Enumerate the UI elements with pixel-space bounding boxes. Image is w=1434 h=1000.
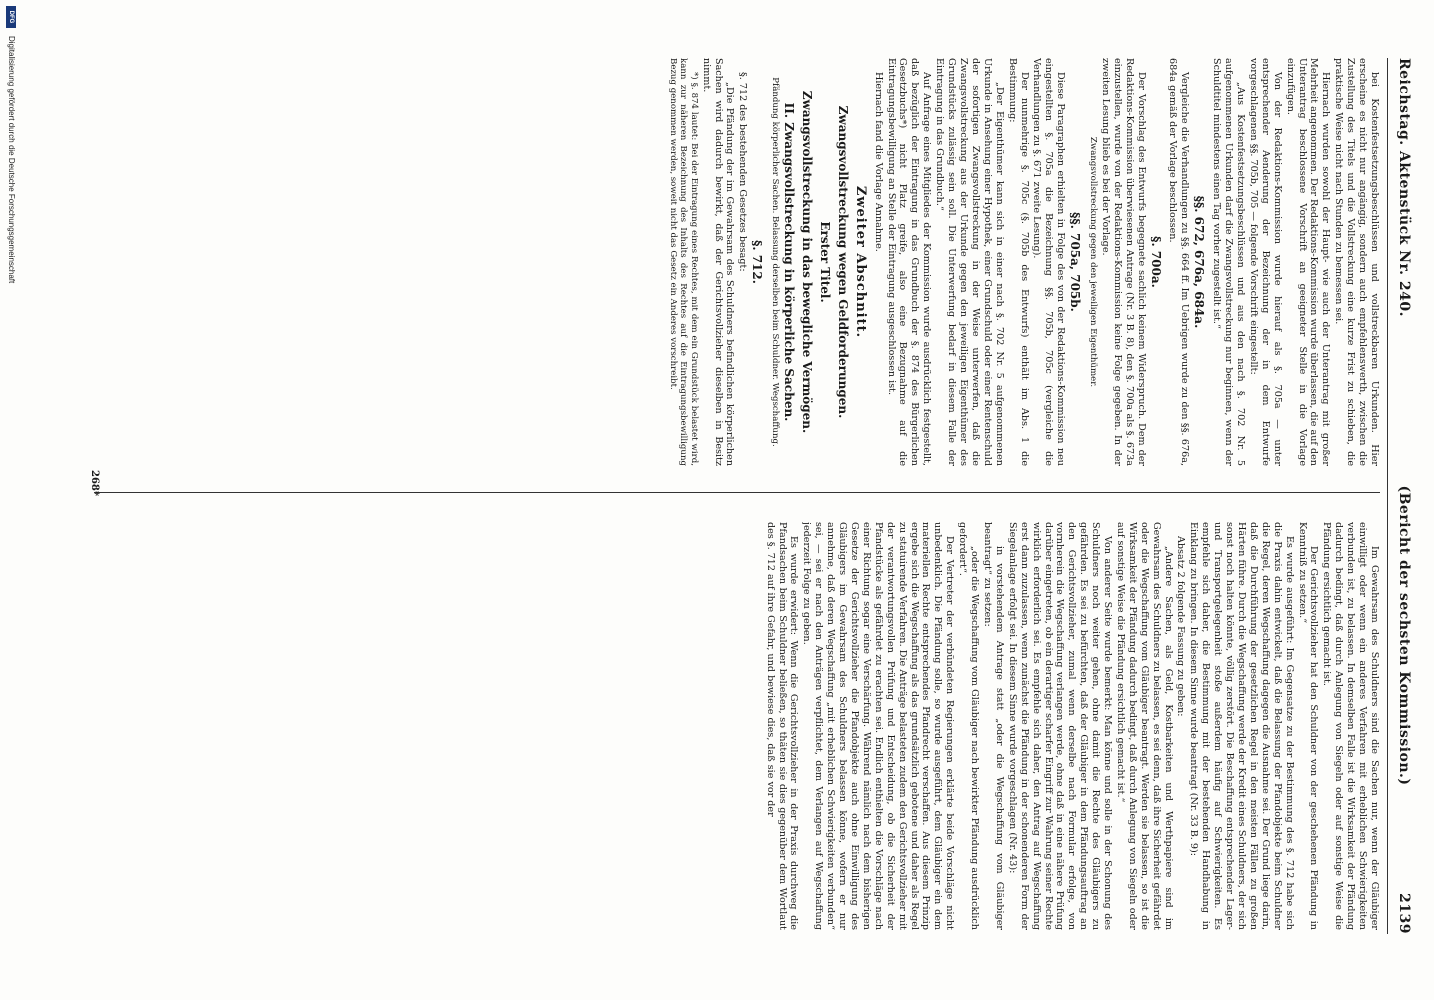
sheet-signature: 268* — [89, 470, 100, 497]
quoted-provision: „Die Pfändung der im Gewahrsam des Schuldners befindlichen körperlichen Sachen wird dadurch bewirkt, daß der Gerichtsvollzieher dieselben in Besitz nimmt. — [700, 58, 736, 466]
paragraph: Es wurde ausgeführt: Im Gegensatze zu der Bestimmung des §. 712 habe sich die Praxis dahin entwickelt, daß die Belassung der Pfandobjekte beim Schuldner die Regel, deren Wegschaffung dagegen die Ausnahme sei. Der Grund liege darin, daß die Durchführung der gesetzlichen Regel in den meisten Fällen zu großen Härten führe. Durch die Wegschaffung werde der Kredit eines Schuldners, der sich sonst noch halten könnte, völlig zerstört. Die Beschaffung entsprechender Lager- und Transportgelegenheit stoße außerdem häufig auf Schwierigkeiten. Es empfehle sich daher, die Bestimmung mit der bestehenden Handhabung in Einklang zu bringen. In diesem Sinne wurde beantragt (Nr. 33 B. 9): — [1188, 522, 1295, 930]
section-heading: §§. 672, 676a, 684a. — [1192, 195, 1207, 329]
division-subheading: Zwangsvollstreckung wegen Geldforderungen. — [835, 105, 850, 419]
paragraph: Auf Anfrage eines Mitgliedes der Kommission wurde ausdrücklich festgestellt, daß bezüglich der Eintragung in das Grundbuch der §. 874 des Bürgerlichen Gesetzbuchs*) nicht Platz greife, also eine Bezugnahme auf die Eintragungsbewilligung an Stelle der Eintragung ausgeschlossen ist. — [885, 58, 933, 466]
left-column — [94, 58, 1380, 466]
right-column — [94, 522, 1380, 930]
section-subtitle: Zwangsvollstreckung gegen den jeweiligen Eigenthümer. — [1088, 136, 1099, 388]
paragraph: Der nunmehrige §. 705c (§. 705b des Entwurfs) enthält im Abs. 1 die Bestimmung: — [1006, 58, 1030, 466]
quoted-provision: „Andere Sachen, als Geld, Kostbarkeiten und Werthpapiere sind im Gewahrsam des Schuldners zu belassen, es sei denn, daß ihre Sicherheit gefährdet oder die Wegschaffung vom Gläubiger beantragt. Werden sie belassen, so ist die Wirksamkeit der Pfändung dadurch bedingt, daß durch Anlegung von Siegeln oder auf sonstige Weise die Pfändung ersichtlich gemacht ist.“ — [1114, 522, 1174, 930]
running-head — [1392, 58, 1412, 934]
paragraph: Vergleiche die Verhandlungen zu §§. 664 ff. Im Uebrigen wurde zu den §§. 676a, 684a gemäß der Vorlage beschlossen. — [1167, 58, 1191, 466]
chapter-subtitle: Pfändung körperlicher Sachen. Belassung derselben beim Schuldner. Wegschaffung. — [770, 77, 781, 447]
quoted-provision: Im Gewahrsam des Schuldners sind die Sachen nur, wenn der Gläubiger einwilligt oder wenn ein anderes Verfahren mit erheblichen Schwierigkeiten verbunden ist, zu belassen. In demselben Falle ist die Wirksamkeit der Pfändung dadurch bedingt, daß durch Anlegung von Siegeln oder auf sonstige Weise die Pfändung ersichtlich gemacht ist. — [1321, 522, 1380, 930]
paragraph: Hiernach fand die Vorlage Annahme. — [872, 72, 884, 252]
section-heading: §. 700a. — [1148, 236, 1163, 288]
paragraph: Von der Redaktions-Kommission wurde hierauf als §. 705a — unter entsprechender Aenderung der Bezeichnung der in dem Entwurfe vorgeschlagenen §§. 705b, 705 — folgende Vorschrift eingestellt: — [1247, 58, 1283, 466]
paragraph: Absatz 2 folgende Fassung zu geben: — [1175, 536, 1187, 717]
running-head-left: Reichstag. Aktenstück Nr. 240. — [1396, 58, 1412, 317]
header-rule — [1387, 58, 1388, 934]
section-heading: §. 712. — [750, 240, 765, 284]
paragraph: Von anderer Seite wurde bemerkt: Man könne und solle in der Schonung des Schuldners noch weiter gehen, ohne damit die Rechte des Gläubigers zu gefährden. Es sei zu befürchten, daß der Gläubiger in dem Pfändungsauftrag an den Gerichtsvollzieher, zumal wenn derselbe nach Formular erfolge, von vornherein die Wegschaffung verlangen werde, ohne daß in eine nähere Prüfung darüber eingetreten, ob ein derartiger scharfer Eingriff zur Wahrung seiner Rechte wirklich erforderlich sei. Es empfehle sich daher, den Antrag auf Wegschaffung erst dann zuzulassen, wenn zunächst die Pfändung in der schonenderen Form der Siegelanlage erfolgt sei. In diesem Sinne wurde vorgeschlagen (Nr. 43): — [1006, 522, 1114, 930]
paragraph: Es wurde erwidert: Wenn die Gerichtsvollzieher in der Praxis durchweg die Pfandsachen beim Schuldner beließen, so thäten sie dies gegenüber dem Wortlaut des §. 712 auf ihre Gefahr, und bewiese dies, daß sie vor der — [764, 522, 800, 930]
division-heading: Zweiter Abschnitt. — [852, 185, 868, 339]
paragraph: bei Kostenfestsetzungsbeschlüssen und vollstreckbaren Urkunden. Hier erscheine es nicht nur angängig, sondern auch empfehlenswerth, zwischen die Zustellung des Titels und die Vollstreckung eine kurze Frist zu schieben, die praktische Weise nicht nach Stunden zu bemessen sei. — [1333, 58, 1380, 466]
title-heading: Erster Titel. — [817, 221, 832, 303]
paragraph: Diese Paragraphen erhielten in Folge des von der Redaktions-Kommission neu eingestellten §. 705a die Bezeichnung §§. 705b, 705c (vergleiche die Verhandlungen zu §. 671 zweite Lesung). — [1031, 58, 1067, 466]
footnote: *) §. 874 lautet: Bei der Eintragung eines Rechtes, mit dem ein Grundstück belastet wird, kann zur näheren Bezeichnung des Inhalts des Rechtes auf die Eintragungsbewilligung Bezug genommen werden, soweit nicht das Gesetz ein Anderes vorschreibt. — [667, 58, 699, 466]
digitization-credit: Digitalisierung gefördert durch die Deutsche Forschungsgemeinschaft — [7, 36, 16, 284]
quoted-provision: Der Gerichtsvollzieher hat den Schuldner von der geschehenen Pfändung in Kenntniß zu setzen.“ — [1296, 522, 1320, 930]
paragraph: Der Vertreter der verbündeten Regierungen erklärte beide Vorschläge nicht unbedenklich. Die Pfändung solle, so wurde ausgeführt, dem Gläubiger ein dem materiellen Rechte entsprechendes Pfandrecht verschaffen. Aus diesem Prinzip ergebe sich die Wegschaffung als das grundsätzlich gebotene und daher als Regel zu statuirende Verfahren. Die Anträge belasteten zudem den Gerichtsvollzieher mit der verantwortungsvollen Prüfung und Entscheidung, ob die Sicherheit der Pfandstücke als gefährdet zu erachten sei. Endlich enthielten die Vorschläge nach einer Richtung sogar eine Verschärfung. Während nämlich nach dem bisherigen Gesetze der Gerichtsvollzieher die Pfandobjekte auch ohne Einwilligung des Gläubigers im Gewahrsam des Schuldners belassen könne, wofern er nur annehme, daß deren Wegschaffung „mit erheblichen Schwierigkeiten verbunden“ sei, — sei er nach den Anträgen verpflichtet, dem Verlangen auf Wegschaffung jederzeit Folge zu geben. — [801, 522, 956, 930]
dfg-logo: DFG — [6, 6, 16, 28]
paragraph: §. 712 des bestehenden Gesetzes besagt: — [737, 72, 749, 272]
page-number: 2139 — [1396, 893, 1412, 934]
paragraph: Hiernach wurden sowohl der Haupt- wie auch der Unterantrag mit großer Mehrheit angenommen. Der Redaktions-Kommission wurde überlassen, die auf den Unterantrag beschlossene Vorschrift an geeigneter Stelle in die Vorlage einzufügen. — [1284, 58, 1332, 466]
running-head-right-text: (Bericht der sechsten Kommission.) — [1396, 485, 1412, 786]
paragraph: Der Vorschlag des Entwurfs begegnete sachlich keinem Widerspruch. Dem der Redaktions-Kommission überwiesenen Antrage (Nr. 3 B. 8), den §. 700a als §. 673a einzustellen, wurde von der Redaktions-Kommission keine Folge gegeben. In der zweiten Lesung blieb es bei der Vorlage. — [1099, 58, 1147, 466]
quoted-provision: „Der Eigenthümer kann sich in einer nach §. 702 Nr. 5 aufgenommenen Urkunde in Ansehung einer Hypothek, einer Grundschuld oder einer Rentenschuld der sofortigen Zwangsvollstreckung in der Weise unterwerfen, daß die Zwangsvollstreckung aus der Urkunde gegen den jeweiligen Eigenthümer des Grundstücks zulässig sein soll. Die Unterwerfung bedarf in diesem Falle der Eintragung in das Grundbuch.“ — [934, 58, 1005, 466]
chapter-heading: II. Zwangsvollstreckung in körperliche Sachen. — [782, 102, 797, 422]
column-rule — [94, 492, 1380, 493]
quoted-provision: in vorstehendem Antrage statt „oder die Wegschaffung vom Gläubiger beantragt“ zu setzen: — [982, 522, 1005, 930]
section-heading: §§. 705a, 705b. — [1068, 212, 1083, 312]
digitization-footer — [2, 0, 18, 1000]
running-head-right — [1396, 485, 1412, 934]
quoted-provision: „oder die Wegschaffung vom Gläubiger nach bewirkter Pfändung ausdrücklich gefordert“. — [957, 522, 981, 930]
title-subheading: Zwangsvollstreckung in das bewegliche Vermögen. — [800, 90, 815, 434]
quoted-provision: „Aus Kostenfestsetzungsbeschlüssen und aus den nach §. 702 Nr. 5 aufgenommenen Urkunden darf die Zwangsvollstreckung nur beginnen, wenn der Schuldtitel mindestens einen Tag vorher zugestellt ist.“ — [1211, 58, 1247, 466]
